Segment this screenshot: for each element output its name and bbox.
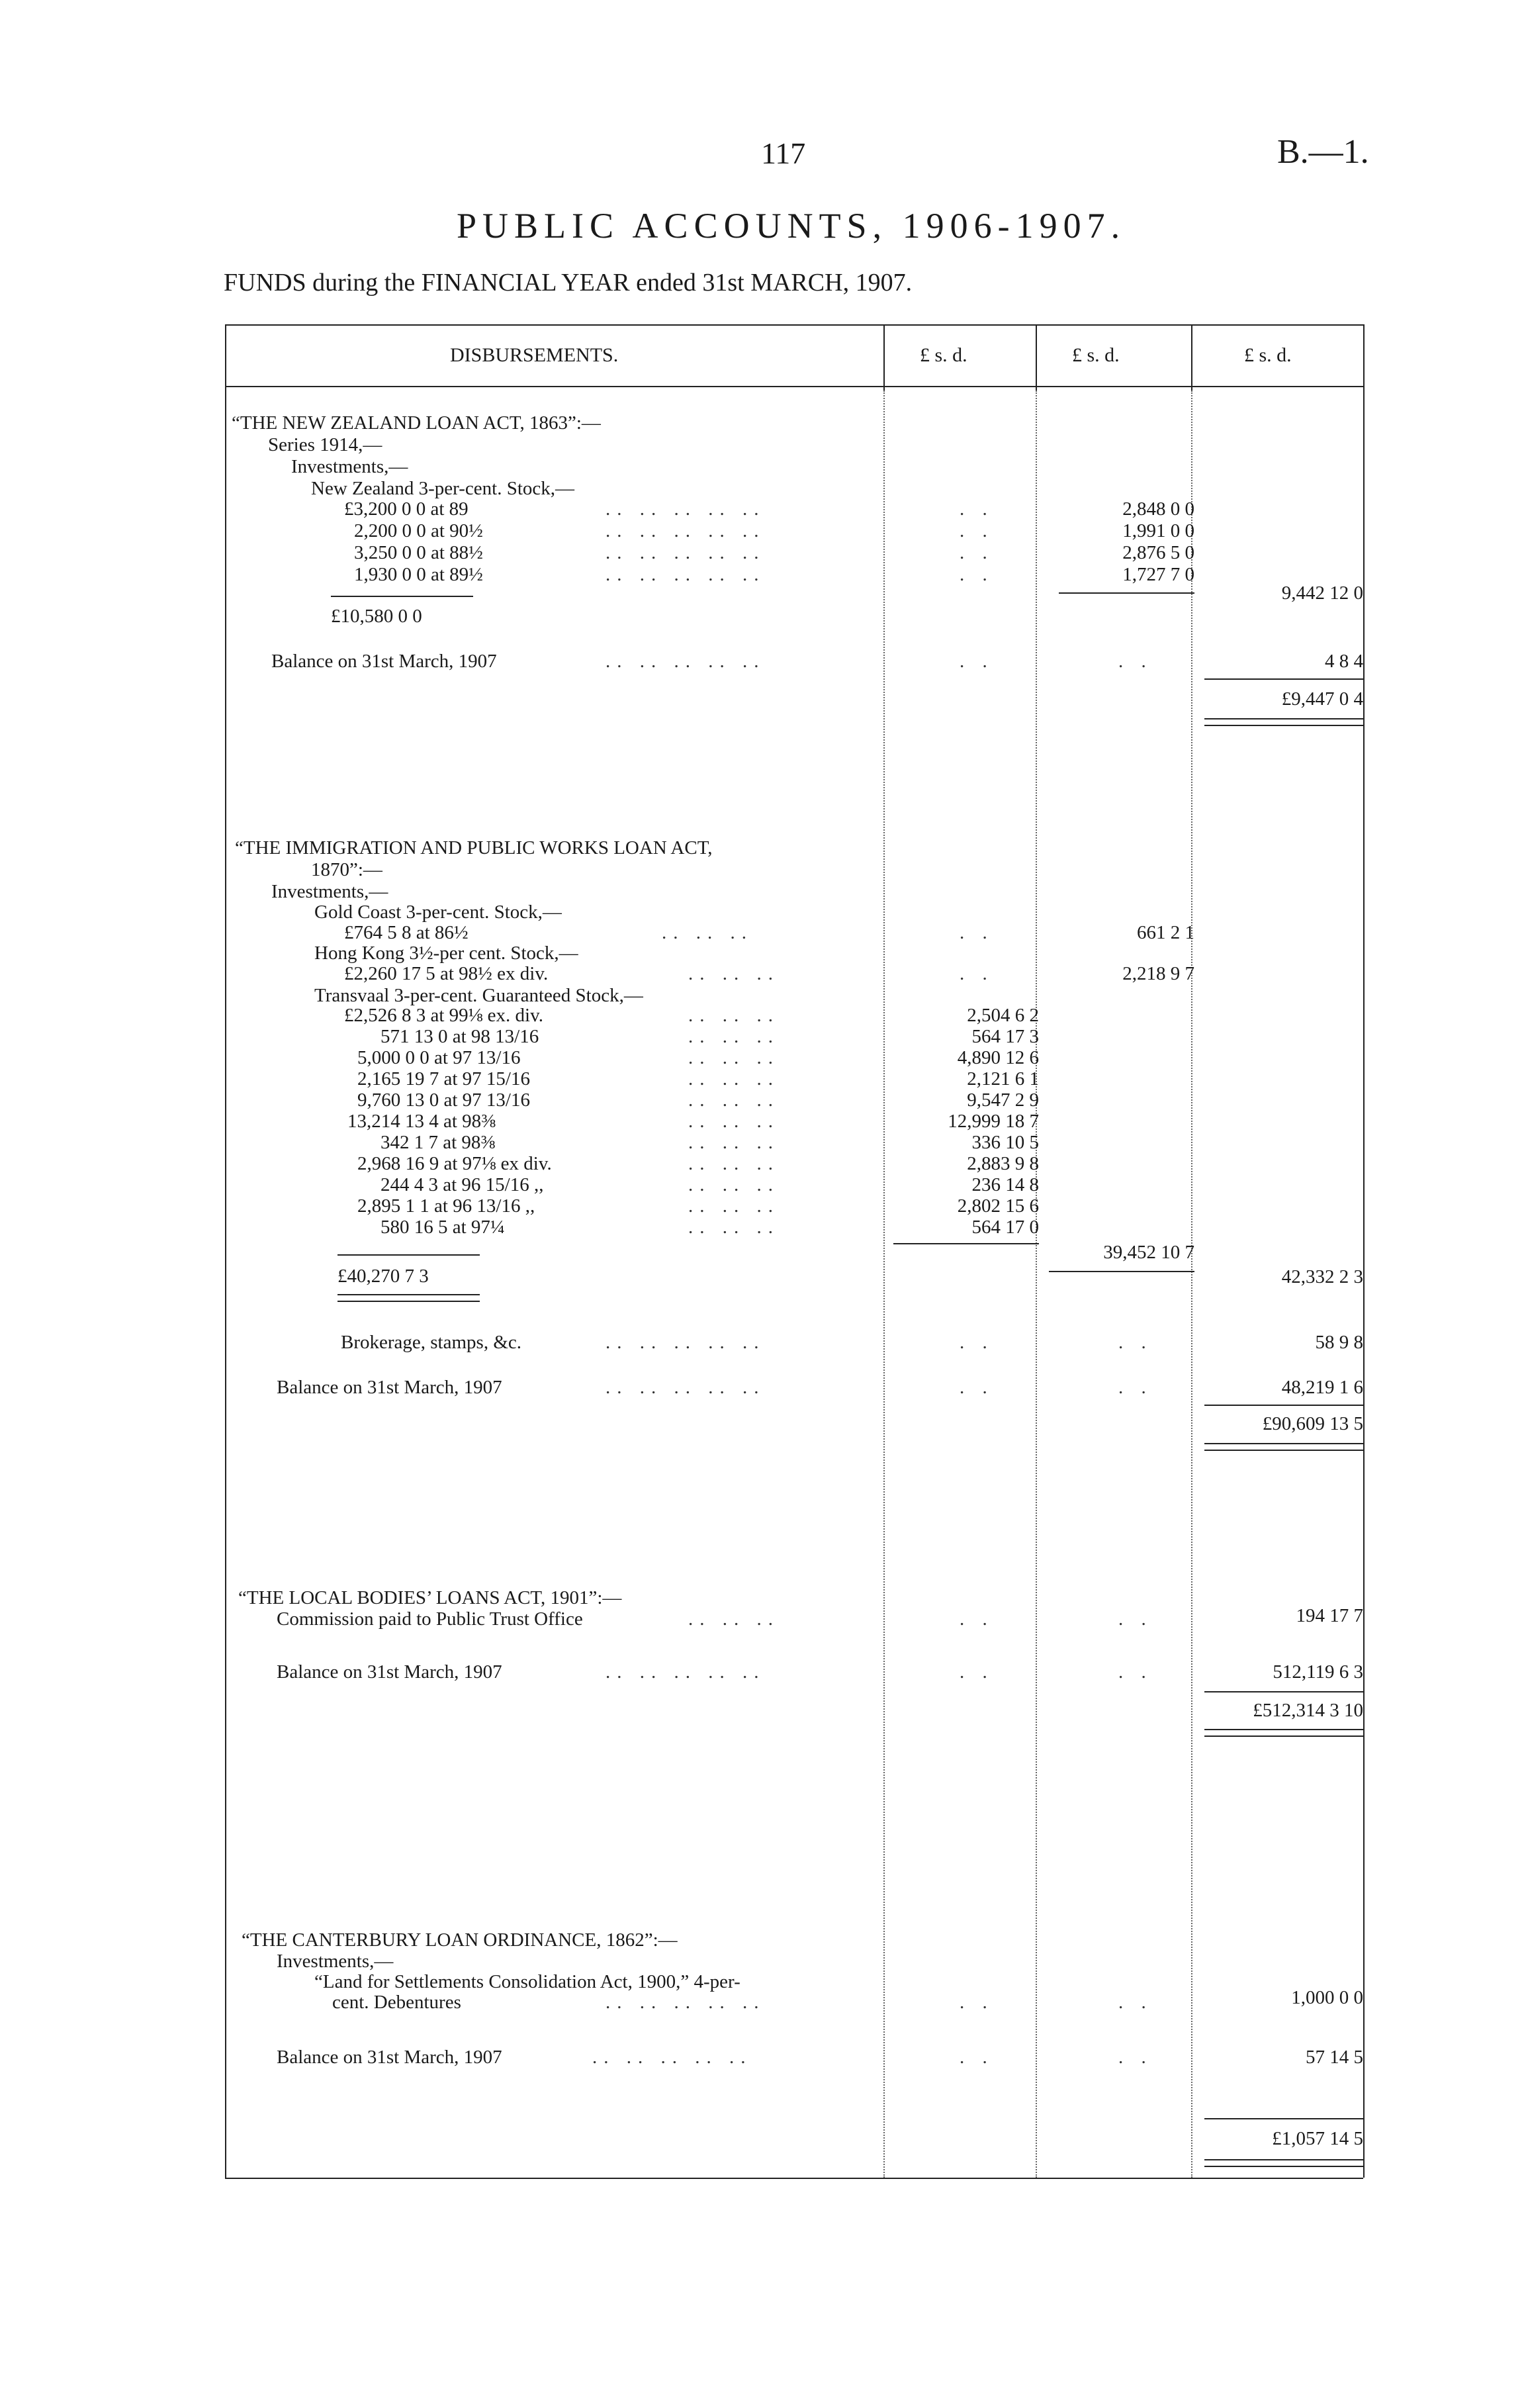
table-cell: 2,883 9 8 — [967, 1153, 1039, 1174]
brokerage-label: Brokerage, stamps, &c. — [341, 1332, 522, 1353]
column-subtotal: 39,452 10 7 — [1103, 1242, 1194, 1263]
page-number: 117 — [761, 136, 806, 170]
section-heading: “THE LOCAL BODIES’ LOANS ACT, 1901”:— — [238, 1587, 622, 1608]
disbursements-header: DISBURSEMENTS. — [450, 344, 619, 366]
section-total: 9,442 12 0 — [1281, 582, 1363, 604]
dot-leader: . . — [1118, 2047, 1153, 2068]
column1-header: £ s. d. — [920, 344, 967, 366]
balance-amount: 48,219 1 6 — [1281, 1377, 1363, 1398]
dot-leader: .. .. .. — [688, 1132, 780, 1153]
total-rule — [1204, 2118, 1363, 2119]
balance-label: Balance on 31st March, 1907 — [277, 2047, 502, 2068]
dot-leader: . . — [960, 922, 994, 943]
dot-leader: . . — [1118, 651, 1153, 672]
dot-leader: .. .. .. .. .. — [605, 1992, 766, 2013]
balance-label: Balance on 31st March, 1907 — [271, 651, 497, 672]
table-cell: 2,121 6 1 — [967, 1068, 1039, 1089]
grand-total: £90,609 13 5 — [1262, 1413, 1363, 1434]
table-cell: 2,504 6 2 — [967, 1005, 1039, 1026]
table-row: 244 4 3 at 96 15/16 ,, — [381, 1174, 544, 1195]
commission-amount: 194 17 7 — [1296, 1605, 1363, 1626]
debentures-amount: 1,000 0 0 — [1291, 1987, 1363, 2008]
double-rule — [1204, 2159, 1363, 2167]
stock-label: Transvaal 3-per-cent. Guaranteed Stock,— — [314, 985, 643, 1006]
table-bottom-rule — [225, 2178, 1363, 2179]
dot-leader: .. .. .. — [688, 1089, 780, 1111]
dot-leader: . . — [960, 2047, 994, 2068]
table-row: 571 13 0 at 98 13/16 — [381, 1026, 539, 1047]
dot-leader: .. .. .. — [662, 922, 753, 943]
col-divider-2-header — [1036, 324, 1037, 391]
dot-leader: . . — [1118, 1992, 1153, 2013]
dot-leader: .. .. .. — [688, 1195, 780, 1217]
balance-amount: 4 8 4 — [1325, 651, 1363, 672]
table-row: 2,895 1 1 at 96 13/16 ,, — [357, 1195, 535, 1217]
dot-leader: . . — [960, 1608, 994, 1630]
subtotal-rule — [1049, 1271, 1194, 1272]
brokerage-amount: 58 9 8 — [1315, 1332, 1363, 1353]
double-rule — [1204, 1729, 1363, 1737]
double-rule — [1204, 1443, 1363, 1451]
dot-leader: . . — [960, 651, 994, 672]
table-row: 3,250 0 0 at 88½ — [354, 542, 483, 563]
dot-leader: .. .. .. .. .. — [605, 498, 766, 520]
grand-total: £9,447 0 4 — [1281, 688, 1363, 710]
col-divider-3-header — [1191, 324, 1192, 391]
grand-total: £1,057 14 5 — [1272, 2128, 1363, 2149]
col-divider-2 — [1036, 391, 1037, 2178]
balance-label: Balance on 31st March, 1907 — [277, 1377, 502, 1398]
dot-leader: . . — [960, 520, 994, 541]
dot-leader: .. .. .. — [688, 1068, 780, 1089]
parliamentary-reference: B.—1. — [1277, 133, 1369, 171]
subtotal-rule — [1059, 592, 1194, 594]
subtotal-rule — [331, 596, 473, 597]
section-heading-continued: 1870”:— — [311, 859, 382, 880]
table-row: £764 5 8 at 86½ — [344, 922, 469, 943]
table-cell: 4,890 12 6 — [957, 1047, 1039, 1068]
document-subtitle: FUNDS during the FINANCIAL YEAR ended 31st MARCH, 1907. — [224, 269, 913, 297]
total-rule — [1204, 1405, 1363, 1406]
dot-leader: . . — [960, 1377, 994, 1398]
dot-leader: .. .. .. — [688, 1005, 780, 1026]
dot-leader: . . — [960, 1332, 994, 1353]
dot-leader: .. .. .. — [688, 1174, 780, 1195]
table-row: £2,526 8 3 at 99⅛ ex. div. — [344, 1005, 543, 1026]
dot-leader: .. .. .. — [688, 1608, 780, 1630]
header-rule — [225, 386, 1363, 387]
table-row: 2,968 16 9 at 97⅛ ex div. — [357, 1153, 552, 1174]
table-cell: 2,848 0 0 — [1122, 498, 1194, 520]
stock-label: Hong Kong 3½-per cent. Stock,— — [314, 943, 578, 964]
investments-label: Investments,— — [271, 881, 388, 902]
dot-leader: .. .. .. .. .. — [605, 1377, 766, 1398]
section-heading: “THE NEW ZEALAND LOAN ACT, 1863”:— — [232, 412, 601, 434]
dot-leader: . . — [960, 498, 994, 520]
table-row: £3,200 0 0 at 89 — [344, 498, 469, 520]
dot-leader: . . — [960, 564, 994, 585]
dot-leader: .. .. .. — [688, 1217, 780, 1238]
table-row: £2,260 17 5 at 98½ ex div. — [344, 963, 549, 984]
table-cell: 2,876 5 0 — [1122, 542, 1194, 563]
debentures-line: cent. Debentures — [332, 1992, 461, 2013]
investments-label: Investments,— — [291, 456, 408, 477]
section-heading: “THE IMMIGRATION AND PUBLIC WORKS LOAN ACT, — [235, 837, 713, 858]
dot-leader: . . — [1118, 1377, 1153, 1398]
table-row: 342 1 7 at 98⅜ — [381, 1132, 496, 1153]
table-cell: 2,802 15 6 — [957, 1195, 1039, 1217]
table-row: 9,760 13 0 at 97 13/16 — [357, 1089, 530, 1111]
dot-leader: .. .. .. .. .. — [605, 1661, 766, 1683]
double-rule — [1204, 718, 1363, 726]
dot-leader: .. .. .. .. .. — [605, 1332, 766, 1353]
face-value-subtotal: £40,270 7 3 — [337, 1266, 429, 1287]
column2-header: £ s. d. — [1072, 344, 1120, 366]
table-cell: 12,999 18 7 — [948, 1111, 1039, 1132]
subtotal-rule — [893, 1243, 1039, 1244]
dot-leader: .. .. .. — [688, 1026, 780, 1047]
table-row: 2,165 19 7 at 97 15/16 — [357, 1068, 530, 1089]
dot-leader: . . — [960, 1992, 994, 2013]
table-row: 1,930 0 0 at 89½ — [354, 564, 483, 585]
dot-leader: . . — [1118, 1332, 1153, 1353]
double-rule — [337, 1294, 480, 1302]
table-cell: 564 17 0 — [971, 1217, 1039, 1238]
total-rule — [1204, 678, 1363, 680]
table-cell: 9,547 2 9 — [967, 1089, 1039, 1111]
dot-leader: .. .. .. .. .. — [605, 520, 766, 541]
dot-leader: .. .. .. — [688, 1111, 780, 1132]
section-heading: “THE CANTERBURY LOAN ORDINANCE, 1862”:— — [242, 1929, 678, 1951]
dot-leader: .. .. .. .. .. — [592, 2047, 752, 2068]
table-cell: 564 17 3 — [971, 1026, 1039, 1047]
balance-amount: 57 14 5 — [1306, 2047, 1363, 2068]
table-row: 13,214 13 4 at 98⅜ — [347, 1111, 496, 1132]
face-value-subtotal: £10,580 0 0 — [331, 606, 422, 627]
balance-amount: 512,119 6 3 — [1273, 1661, 1363, 1683]
table-cell: 1,727 7 0 — [1122, 564, 1194, 585]
section-total: 42,332 2 3 — [1281, 1266, 1363, 1287]
series-label: Series 1914,— — [268, 434, 382, 455]
table-row: 2,200 0 0 at 90½ — [354, 520, 483, 541]
stock-label: Gold Coast 3-per-cent. Stock,— — [314, 902, 562, 923]
investments-label: Investments,— — [277, 1951, 394, 1972]
table-row: 5,000 0 0 at 97 13/16 — [357, 1047, 521, 1068]
table-cell: 2,218 9 7 — [1122, 963, 1194, 984]
table-row: 580 16 5 at 97¼ — [381, 1217, 505, 1238]
debentures-line: “Land for Settlements Consolidation Act, 1900,” 4-per- — [314, 1971, 740, 1992]
dot-leader: .. .. .. .. .. — [605, 542, 766, 563]
balance-label: Balance on 31st March, 1907 — [277, 1661, 502, 1683]
dot-leader: . . — [1118, 1661, 1153, 1683]
dot-leader: .. .. .. .. .. — [605, 564, 766, 585]
total-rule — [1204, 1691, 1363, 1692]
subtotal-rule — [337, 1254, 480, 1256]
dot-leader: . . — [960, 542, 994, 563]
stock-label: New Zealand 3-per-cent. Stock,— — [311, 478, 575, 499]
table-cell: 661 2 1 — [1137, 922, 1194, 943]
dot-leader: .. .. .. — [688, 1047, 780, 1068]
dot-leader: . . — [1118, 1608, 1153, 1630]
column3-header: £ s. d. — [1244, 344, 1292, 366]
commission-label: Commission paid to Public Trust Office — [277, 1608, 583, 1630]
col-divider-1-header — [883, 324, 885, 391]
col-divider-1 — [883, 391, 885, 2178]
col-divider-3 — [1191, 391, 1192, 2178]
table-cell: 336 10 5 — [971, 1132, 1039, 1153]
dot-leader: . . — [960, 963, 994, 984]
grand-total: £512,314 3 10 — [1253, 1700, 1363, 1721]
dot-leader: .. .. .. — [688, 1153, 780, 1174]
table-cell: 236 14 8 — [971, 1174, 1039, 1195]
table-cell: 1,991 0 0 — [1122, 520, 1194, 541]
dot-leader: .. .. .. .. .. — [605, 651, 766, 672]
document-title: PUBLIC ACCOUNTS, 1906-1907. — [457, 206, 1126, 246]
dot-leader: .. .. .. — [688, 963, 780, 984]
table-top-rule — [225, 324, 1363, 326]
table-left-border — [225, 324, 226, 2178]
dot-leader: . . — [960, 1661, 994, 1683]
table-right-border — [1363, 324, 1365, 2178]
